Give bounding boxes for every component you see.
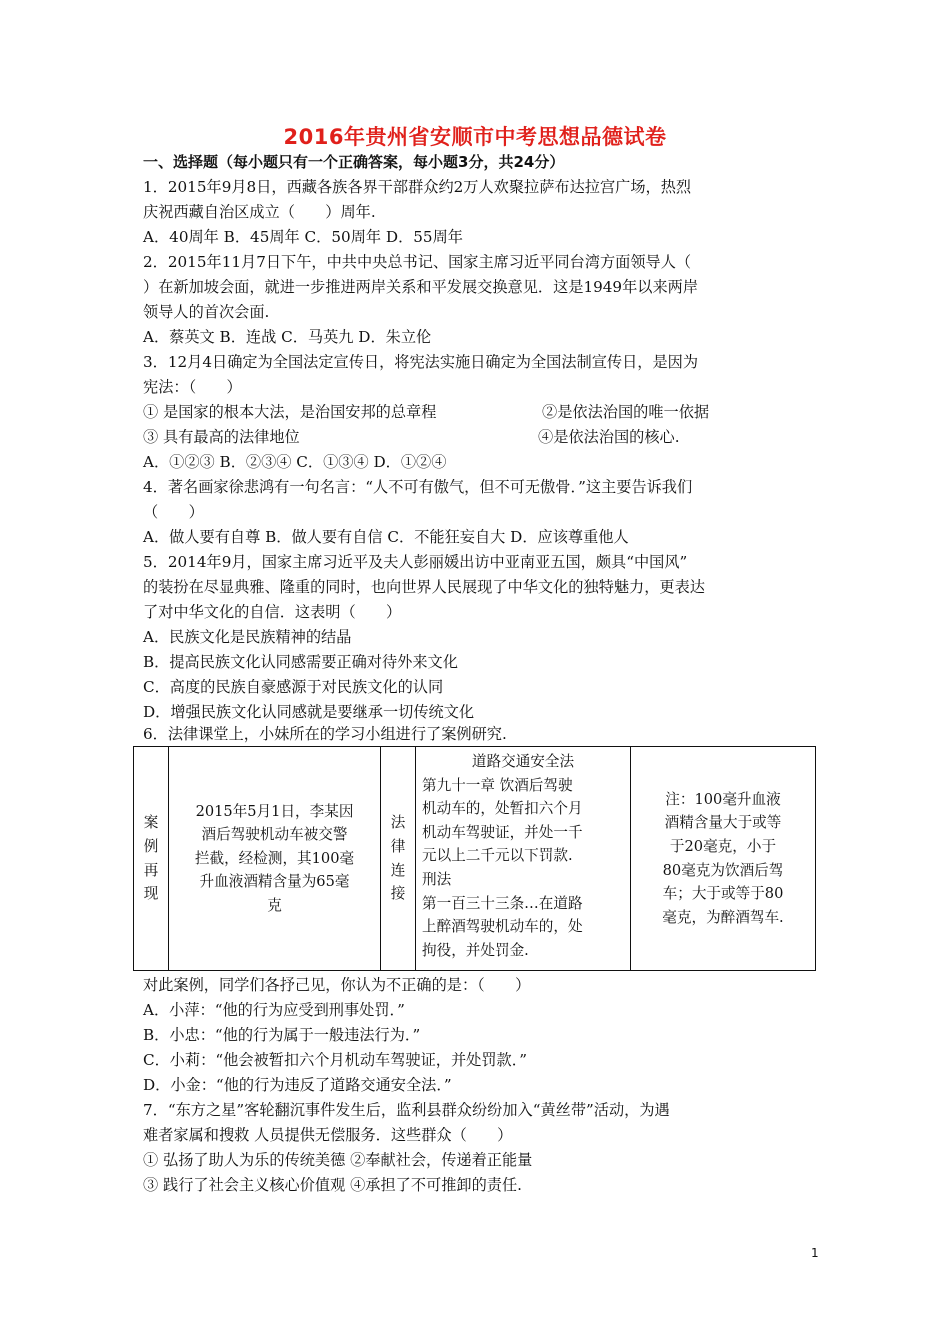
law-text-line: 元以上二千元以下罚款. — [422, 847, 573, 865]
note-cell — [631, 747, 816, 971]
question-3-line-1: 3．12月4日确定为全国法定宣传日，将宪法实施日确定为全国法制宣传日，是因为 — [143, 353, 699, 371]
question-1-line-1: 1．2015年9月8日，西藏各族各界干部群众约2万人欢聚拉萨布达拉宫广场，热烈 — [143, 178, 692, 196]
question-4-line-1: 4．著名画家徐悲鸿有一句名言：“人不可有傲气，但不可无傲骨．”这主要告诉我们 — [143, 478, 693, 496]
law-text-line: 刑法 — [422, 870, 452, 888]
case-label-char: 再 — [143, 861, 159, 879]
law-text-line: 第一百三十三条…在道路 — [422, 894, 583, 912]
question-6-prompt: 对此案例，同学们各抒己见，你认为不正确的是：（ ） — [143, 976, 531, 994]
question-2-line-3: 领导人的首次会面. — [143, 303, 270, 321]
question-3-item-4: ④是依法治国的核心. — [538, 428, 680, 446]
question-6-option-b: B．小忠：“他的行为属于一般违法行为．” — [143, 1026, 421, 1044]
question-3-options: A．①②③ B．②③④ C．①③④ D．①②④ — [143, 453, 447, 471]
law-label-char: 律 — [390, 837, 406, 855]
question-2-line-1: 2．2015年11月7日下午，中共中央总书记、国家主席习近平同台湾方面领导人（ — [143, 253, 692, 271]
case-label-char: 例 — [143, 837, 159, 855]
question-6-option-d: D．小金：“他的行为违反了道路交通安全法．” — [143, 1076, 452, 1094]
case-text-line: 酒后驾驶机动车被交警 — [201, 826, 348, 844]
question-5-option-a: A．民族文化是民族精神的结晶 — [143, 628, 352, 646]
question-7-items-3-4: ③ 践行了社会主义核心价值观 ④承担了不可推卸的责任. — [143, 1176, 522, 1194]
question-2-options: A．蔡英文 B．连战 C．马英九 D．朱立伦 — [143, 328, 432, 346]
question-1-options: A．40周年 B．45周年 C．50周年 D．55周年 — [143, 228, 463, 246]
question-3-item-2: ②是依法治国的唯一依据 — [542, 403, 710, 421]
question-6-intro: 6．法律课堂上，小妹所在的学习小组进行了案例研究. — [143, 725, 507, 743]
law-label-char: 接 — [390, 885, 406, 903]
question-3-item-1: ① 是国家的根本大法，是治国安邦的总章程 — [143, 403, 437, 421]
question-7-items-1-2: ① 弘扬了助人为乐的传统美德 ②奉献社会，传递着正能量 — [143, 1151, 533, 1169]
question-4-options: A．做人要有自尊 B．做人要有自信 C．不能狂妄自大 D．应该尊重他人 — [143, 528, 629, 546]
law-label-cell — [381, 747, 416, 971]
case-text-line: 升血液酒精含量为65毫 — [199, 873, 350, 891]
law-text-cell — [416, 747, 631, 971]
case-table — [133, 746, 816, 971]
question-5-option-d: D．增强民族文化认同感就是要继承一切传统文化 — [143, 703, 475, 721]
law-label-char: 连 — [390, 861, 406, 879]
case-text-line: 拦截，经检测，其100毫 — [194, 849, 355, 867]
case-text-line: 2015年5月1日，李某因 — [195, 802, 354, 820]
law-text-line: 机动车的，处暂扣六个月 — [422, 800, 583, 818]
question-7-line-1: 7．“东方之星”客轮翻沉事件发生后，监利县群众纷纷加入“黄丝带”活动，为遇 — [143, 1101, 670, 1119]
question-3-item-3: ③ 具有最高的法律地位 — [143, 428, 300, 446]
note-text-line: 酒精含量大于或等 — [664, 814, 782, 832]
question-5-line-3: 了对中华文化的自信．这表明（ ） — [143, 603, 402, 621]
case-label-char: 现 — [143, 885, 159, 903]
law-text-line: 上醉酒驾驶机动车的，处 — [422, 918, 583, 936]
note-text-line: 注：100毫升血液 — [665, 790, 781, 808]
page-title: 2016年贵州省安顺市中考思想品德试卷 — [283, 125, 667, 149]
question-5-line-1: 5．2014年9月，国家主席习近平及夫人彭丽媛出访中亚南亚五国，颇具“中国风” — [143, 553, 688, 571]
question-6-option-a: A．小萍：“他的行为应受到刑事处罚．” — [143, 1001, 405, 1019]
question-6-option-c: C．小莉：“他会被暂扣六个月机动车驾驶证，并处罚款．” — [143, 1051, 528, 1069]
question-1-line-2: 庆祝西藏自治区成立（ ）周年. — [143, 203, 376, 221]
page-number: 1 — [811, 1246, 819, 1260]
note-text-line: 毫克，为醉酒驾车. — [662, 908, 784, 926]
law-title: 道路交通安全法 — [471, 753, 575, 770]
law-label-char: 法 — [390, 814, 406, 832]
question-2-line-2: ）在新加坡会面，就进一步推进两岸关系和平发展交换意见．这是1949年以来两岸 — [143, 278, 699, 296]
note-text-line: 车；大于或等于80 — [662, 885, 784, 903]
case-description-cell — [169, 747, 381, 971]
law-text-line: 第九十一章 饮酒后驾驶 — [422, 776, 573, 794]
case-label-cell — [134, 747, 169, 971]
case-label-char: 案 — [143, 814, 159, 832]
question-5-option-c: C．高度的民族自豪感源于对民族文化的认同 — [143, 678, 444, 696]
question-7-line-2: 难者家属和搜救 人员提供无偿服务．这些群众（ ） — [143, 1126, 513, 1144]
note-text-line: 80毫克为饮酒后驾 — [662, 861, 784, 879]
note-text-line: 于20毫克，小于 — [669, 837, 777, 855]
case-text-line: 克 — [267, 896, 282, 914]
question-4-line-2: （ ） — [143, 503, 204, 521]
law-text-line: 机动车驾驶证，并处一千 — [422, 823, 583, 841]
question-5-option-b: B．提高民族文化认同感需要正确对待外来文化 — [143, 653, 458, 671]
question-5-line-2: 的装扮在尽显典雅、隆重的同时，也向世界人民展现了中华文化的独特魅力，更表达 — [143, 578, 705, 596]
section-heading: 一、选择题（每小题只有一个正确答案，每小题3分，共24分） — [143, 153, 565, 171]
law-text-line: 拘役，并处罚金. — [422, 941, 529, 959]
question-3-line-2: 宪法：（ ） — [143, 378, 242, 396]
